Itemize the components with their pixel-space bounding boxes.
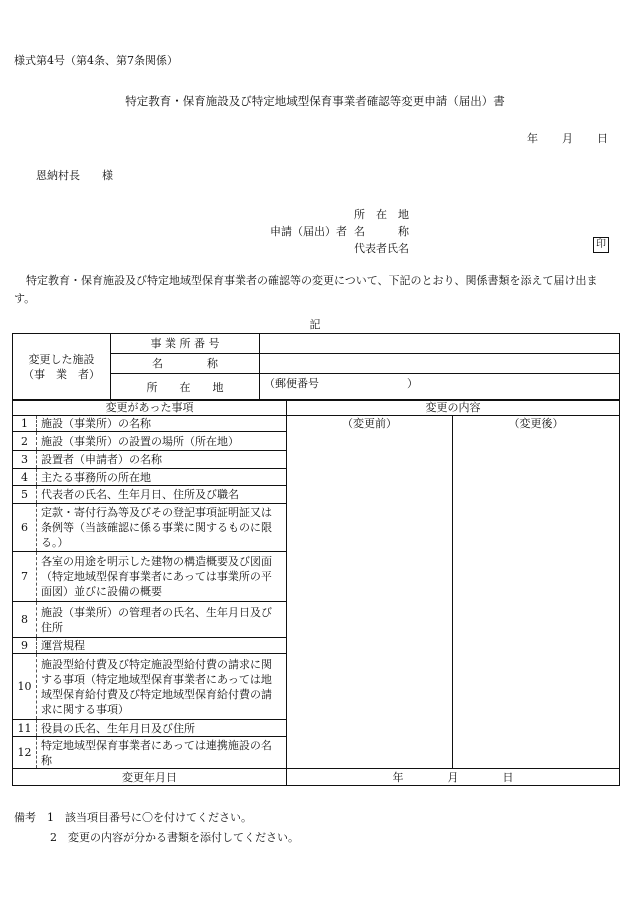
item-number[interactable]: 11 (13, 720, 37, 737)
date-year: 年 (527, 132, 538, 145)
change-content-header: 変更の内容 (287, 400, 620, 416)
office-number-label: 事 業 所 番 号 (111, 334, 260, 354)
item-number[interactable]: 2 (13, 432, 37, 451)
applicant-block (270, 206, 409, 257)
item-text: 主たる事務所の所在地 (37, 469, 287, 486)
item-text: 施設（事業所）の設置の場所（所在地） (37, 432, 287, 451)
facility-location-field[interactable] (260, 374, 620, 401)
item-number[interactable]: 5 (13, 486, 37, 504)
applicant-location-label: 所 在 地 (354, 208, 409, 221)
date-month: 月 (562, 132, 573, 145)
form-number: 様式第4号（第4条、第7条関係） (14, 54, 178, 67)
before-label: （変更前） (342, 417, 398, 430)
note-line: 2 変更の内容が分かる書類を添付してください。 (50, 831, 299, 844)
changes-table (12, 399, 620, 786)
item-number[interactable]: 8 (13, 602, 37, 638)
item-number[interactable]: 12 (13, 737, 37, 769)
facility-name-label: 名 称 (111, 354, 260, 374)
applicant-prefix: 申請（届出）者 (270, 225, 347, 238)
item-text: 特定地域型保育事業者にあっては連携施設の名称 (37, 737, 287, 769)
item-text: 設置者（申請者）の名称 (37, 451, 287, 469)
change-date-field[interactable]: 年 月 日 (287, 769, 620, 786)
after-column[interactable] (453, 416, 620, 769)
item-number[interactable]: 9 (13, 638, 37, 654)
postal-code-label: （郵便番号 ） (264, 377, 418, 390)
item-text: 定款・寄付行為等及びその登記事項証明証又は条例等（当該確認に係る事業に関するものに限る。） (37, 504, 287, 552)
item-text: 運営規程 (37, 638, 287, 654)
change-date-label: 変更年月日 (13, 769, 287, 786)
item-number[interactable]: 1 (13, 416, 37, 432)
ki-heading: 記 (309, 318, 321, 331)
body-text: 特定教育・保育施設及び特定地域型保育事業者の確認等の変更について、下記のとおり、関係書類を添えて届け出ます。 (14, 274, 598, 305)
item-number[interactable]: 10 (13, 654, 37, 720)
notes-label: 備考 (14, 811, 36, 824)
applicant-name-label: 名 称 (354, 225, 409, 238)
facility-table (12, 333, 620, 401)
changed-items-header: 変更があった事項 (13, 400, 287, 416)
item-text: 施設（事業所）の管理者の氏名、生年月日及び住所 (37, 602, 287, 638)
recipient: 恩納村長 様 (36, 169, 113, 182)
office-number-field[interactable] (260, 334, 620, 354)
seal-mark: 印 (593, 237, 609, 253)
applicant-representative-label: 代表者氏名 (354, 242, 409, 255)
item-text: 役員の氏名、生年月日及び住所 (37, 720, 287, 737)
item-number[interactable]: 4 (13, 469, 37, 486)
facility-name-field[interactable] (260, 354, 620, 374)
date-day: 日 (597, 132, 608, 145)
item-number[interactable]: 3 (13, 451, 37, 469)
facility-label: 変更した施設 （事 業 者） (13, 334, 111, 401)
item-text: 施設（事業所）の名称 (37, 416, 287, 432)
document-title: 特定教育・保育施設及び特定地域型保育事業者確認等変更申請（届出）書 (125, 94, 505, 108)
item-number[interactable]: 6 (13, 504, 37, 552)
item-text: 各室の用途を明示した建物の構造概要及び図面（特定地域型保育事業者にあっては事業所の平面図）並びに設備の概要 (37, 552, 287, 602)
facility-location-label: 所 在 地 (111, 374, 260, 401)
after-label: （変更後） (508, 417, 564, 430)
notes (14, 808, 299, 848)
item-text: 施設型給付費及び特定施設型給付費の請求に関する事項（特定地域型保育事業者にあっては地域型保育給付費及び特定地域型保育給付費の請求に関する事項） (37, 654, 287, 720)
item-text: 代表者の氏名、生年月日、住所及び職名 (37, 486, 287, 504)
before-column[interactable] (287, 416, 453, 769)
item-number[interactable]: 7 (13, 552, 37, 602)
application-date (527, 130, 608, 146)
note-line: 1 該当項目番号に〇を付けてください。 (47, 811, 252, 824)
